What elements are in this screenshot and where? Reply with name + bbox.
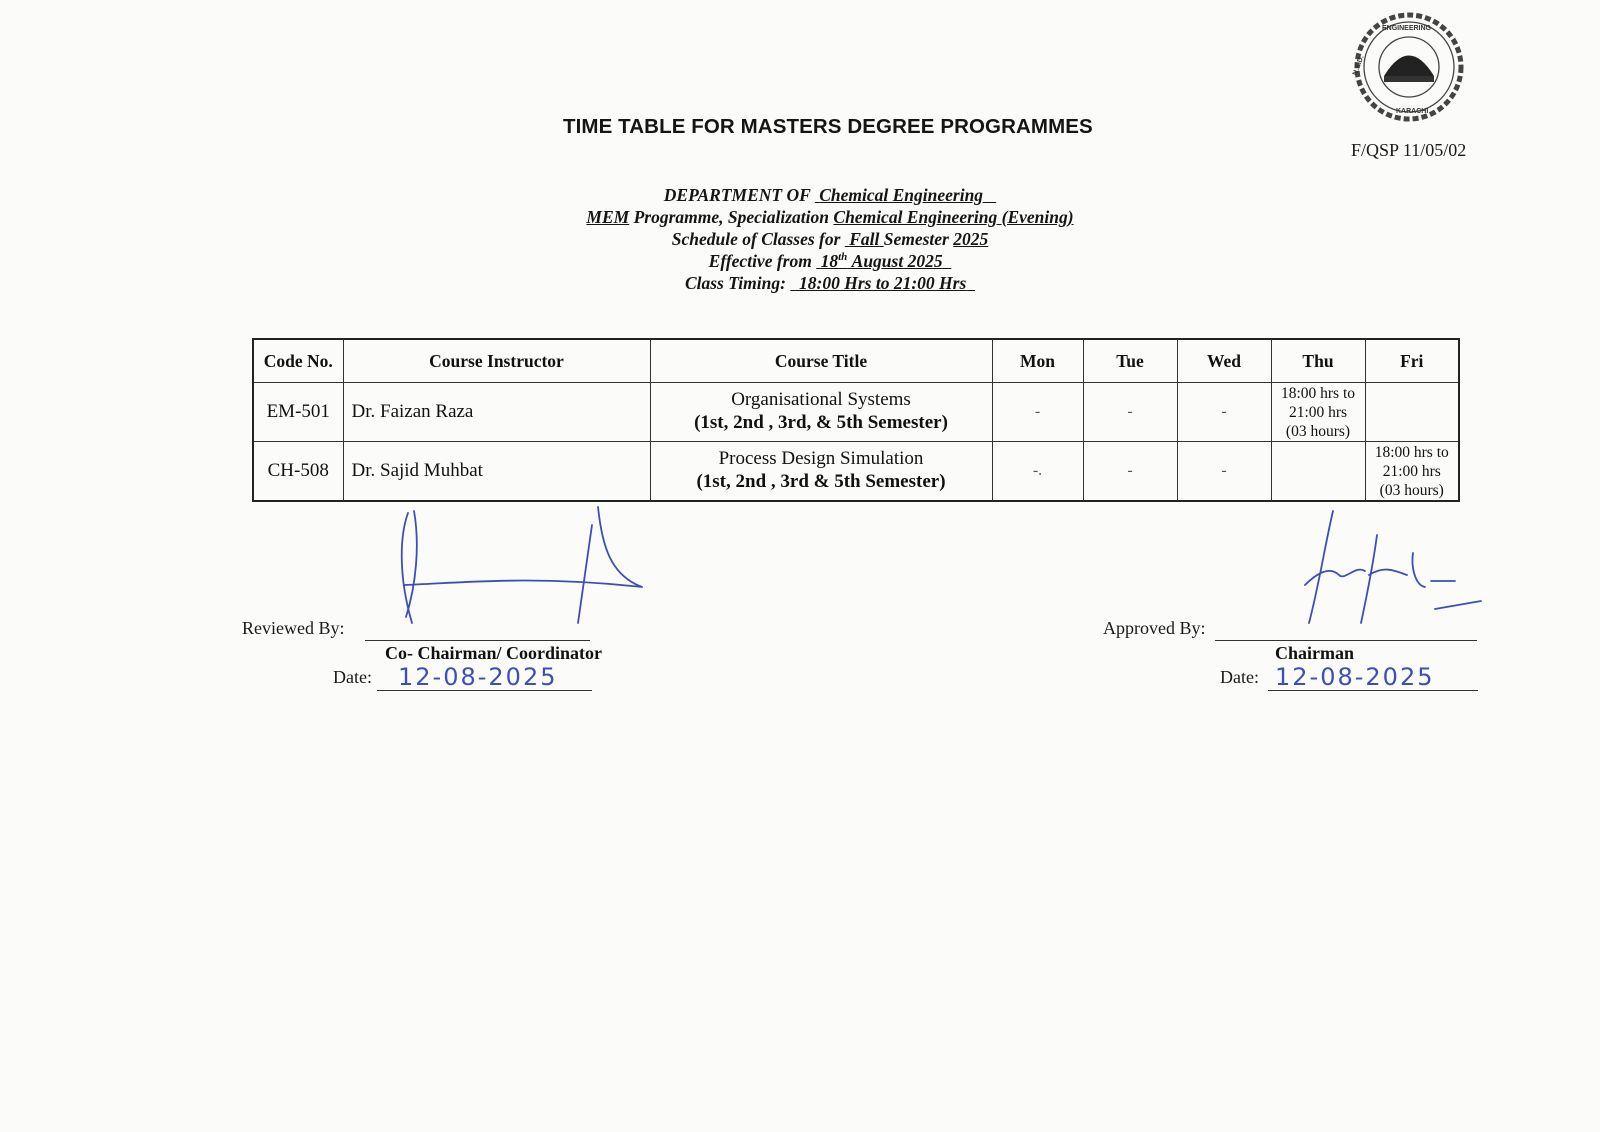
university-seal-logo xyxy=(1344,10,1474,125)
reviewed-by-label: Reviewed By: xyxy=(242,618,345,638)
reviewed-date: 12-08-2025 xyxy=(398,663,558,691)
course-code: EM-501 xyxy=(253,383,343,442)
programme-name: MEM xyxy=(586,207,630,227)
reviewer-signature xyxy=(380,505,650,635)
mon-cell: - xyxy=(992,383,1083,442)
approver-role: Chairman xyxy=(1275,643,1355,663)
department-line: DEPARTMENT OF Chemical Engineering xyxy=(663,185,984,205)
mon-cell: -. xyxy=(992,442,1083,502)
reviewer-signature-line xyxy=(365,640,590,641)
form-code: F/QSP 11/05/02 xyxy=(1351,140,1467,160)
wed-cell: - xyxy=(1177,442,1271,502)
course-title-cell xyxy=(650,383,992,442)
approver-signature-line xyxy=(1215,640,1477,641)
schedule-table xyxy=(252,338,1460,502)
wed-cell: - xyxy=(1177,383,1271,442)
table-row xyxy=(253,383,1459,442)
header-title: Course Title xyxy=(650,339,992,383)
course-title: Organisational Systems xyxy=(731,389,911,410)
programme-line: MEM Programme, Specialization Chemical Engineering (Evening) xyxy=(586,207,1074,227)
course-semesters: (1st, 2nd , 3rd, & 5th Semester) xyxy=(694,412,948,433)
schedule-line: Schedule of Classes for Fall Semester 2025 xyxy=(671,229,989,249)
tue-cell: - xyxy=(1083,383,1177,442)
thu-cell: 18:00 hrs to 21:00 hrs (03 hours) xyxy=(1271,383,1365,442)
course-title-cell xyxy=(650,442,992,502)
reviewer-role: Co- Chairman/ Coordinator xyxy=(385,643,602,663)
timing-line: Class Timing: 18:00 Hrs to 21:00 Hrs xyxy=(684,273,967,293)
header-instructor: Course Instructor xyxy=(343,339,650,383)
term: Fall xyxy=(849,229,880,249)
svg-text:N.E.D.: N.E.D. xyxy=(1351,54,1366,77)
fri-cell: 18:00 hrs to 21:00 hrs (03 hours) xyxy=(1365,442,1459,502)
approved-by-label: Approved By: xyxy=(1103,618,1206,638)
course-code: CH-508 xyxy=(253,442,343,502)
course-semesters: (1st, 2nd , 3rd & 5th Semester) xyxy=(696,471,946,492)
approved-date: 12-08-2025 xyxy=(1275,663,1435,691)
approver-signature xyxy=(1295,505,1485,630)
class-timing: 18:00 Hrs to 21:00 Hrs xyxy=(799,273,967,293)
header-tue: Tue xyxy=(1083,339,1177,383)
thu-cell xyxy=(1271,442,1365,502)
table-header-row xyxy=(253,339,1459,383)
tue-cell: - xyxy=(1083,442,1177,502)
course-instructor: Dr. Sajid Muhbat xyxy=(343,442,650,502)
course-title: Process Design Simulation xyxy=(718,448,924,469)
reviewed-date-label: Date: xyxy=(333,667,372,687)
table-row xyxy=(253,442,1459,502)
course-instructor: Dr. Faizan Raza xyxy=(343,383,650,442)
svg-text:ENGINEERING: ENGINEERING xyxy=(1382,25,1432,32)
page-title: TIME TABLE FOR MASTERS DEGREE PROGRAMMES xyxy=(563,115,1093,138)
header-code: Code No. xyxy=(253,339,343,383)
approved-date-label: Date: xyxy=(1220,667,1259,687)
svg-text:KARACHI: KARACHI xyxy=(1396,108,1429,115)
year: 2025 xyxy=(953,229,989,249)
header-thu: Thu xyxy=(1271,339,1365,383)
fri-cell xyxy=(1365,383,1459,442)
specialization: Chemical Engineering (Evening) xyxy=(833,207,1074,227)
header-wed: Wed xyxy=(1177,339,1271,383)
effective-line: Effective from 18th August 2025 xyxy=(708,251,943,271)
header-mon: Mon xyxy=(992,339,1083,383)
department-name: Chemical Engineering xyxy=(819,185,984,205)
header-fri: Fri xyxy=(1365,339,1459,383)
